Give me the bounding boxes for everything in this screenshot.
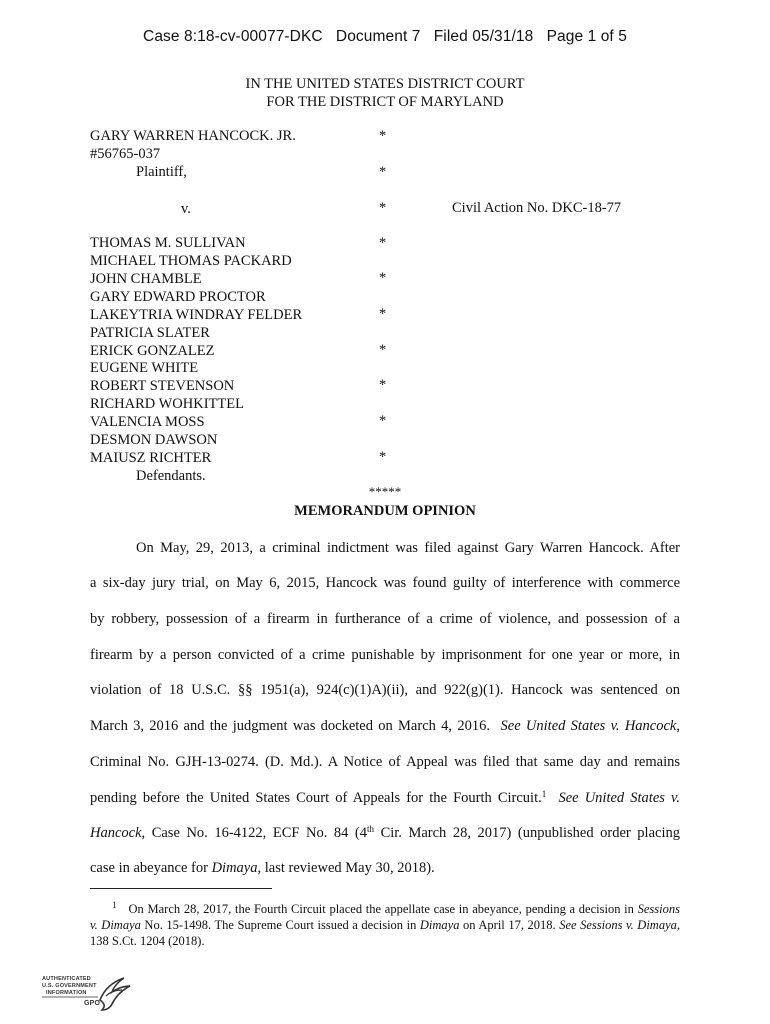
document-title: MEMORANDUM OPINION bbox=[294, 503, 476, 519]
defendant-name: ERICK GONZALEZ bbox=[90, 343, 215, 359]
defendant-name: GARY EDWARD PROCTOR bbox=[90, 289, 266, 305]
plaintiff-role: Plaintiff, bbox=[136, 164, 187, 180]
body-line: pending before the United States Court of Appeals for the Fourth Circuit.$^1$ See United States v. bbox=[90, 789, 680, 806]
caption-asterisk: * bbox=[379, 270, 387, 286]
eagle-icon bbox=[100, 978, 130, 1010]
body-line: violation of 18 U.S.C. §§ 1951(a), 924(c)(1)A)(ii), and 922(g)(1). Hancock was sentenced on bbox=[90, 682, 680, 698]
defendant-name: EUGENE WHITE bbox=[90, 360, 199, 376]
plaintiff-number: #56765-037 bbox=[90, 146, 161, 162]
separator-stars: ***** bbox=[368, 484, 402, 499]
logo-text-line: U.S. GOVERNMENT bbox=[42, 983, 97, 989]
body-line: firearm by a person convicted of a crime punishable by imprisonment for one year or more, in bbox=[90, 647, 680, 663]
defendants-role: Defendants. bbox=[136, 468, 206, 484]
logo-text-line: AUTHENTICATED bbox=[42, 976, 91, 982]
defendant-name: ROBERT STEVENSON bbox=[90, 378, 235, 394]
defendant-name: RICHARD WOHKITTEL bbox=[90, 396, 244, 412]
body-line: a six-day jury trial, on May 6, 2015, Hancock was found guilty of interference with commerce bbox=[90, 575, 680, 591]
caption-asterisk: * bbox=[379, 342, 387, 358]
defendant-name: JOHN CHAMBLE bbox=[90, 271, 202, 287]
defendant-name: MAIUSZ RICHTER bbox=[90, 450, 212, 466]
body-line: case in abeyance for Dimaya, last reviewed May 30, 2018). bbox=[90, 860, 435, 876]
caption-asterisk: * bbox=[379, 235, 387, 251]
caption-asterisk: * bbox=[379, 164, 387, 180]
body-line: by robbery, possession of a firearm in furtherance of a crime of violence, and possession of a bbox=[90, 611, 680, 627]
footnote-divider bbox=[90, 888, 272, 889]
plaintiff-name: GARY WARREN HANCOCK. JR. bbox=[90, 128, 296, 144]
caption-asterisk: * bbox=[379, 306, 387, 322]
defendant-name: THOMAS M. SULLIVAN bbox=[90, 235, 246, 251]
gpo-authentication-logo bbox=[42, 970, 142, 1018]
defendant-name: VALENCIA MOSS bbox=[90, 414, 205, 430]
defendant-name: DESMON DAWSON bbox=[90, 432, 218, 448]
caption-asterisk: * bbox=[379, 449, 387, 465]
court-name: IN THE UNITED STATES DISTRICT COURT bbox=[245, 76, 525, 92]
caption-asterisk: * bbox=[379, 413, 387, 429]
case-header: Case 8:18-cv-00077-DKC Document 7 Filed 05/31/18 Page 1 of 5 bbox=[143, 28, 627, 45]
footnote-number: 1 bbox=[112, 900, 117, 910]
body-line: March 3, 2016 and the judgment was docketed on March 4, 2016. See United States v. Hancock, bbox=[90, 718, 680, 734]
court-district: FOR THE DISTRICT OF MARYLAND bbox=[266, 94, 504, 110]
caption-asterisk: * bbox=[379, 128, 387, 144]
defendant-name: LAKEYTRIA WINDRAY FELDER bbox=[90, 307, 303, 323]
logo-text-line: INFORMATION bbox=[46, 990, 87, 996]
body-line: Criminal No. GJH-13-0274. (D. Md.). A Notice of Appeal was filed that same day and remains bbox=[90, 754, 680, 770]
body-line: Hancock, Case No. 16-4122, ECF No. 84 (4th Cir. March 28, 2017) (unpublished order placing bbox=[90, 824, 680, 841]
caption-asterisk: * bbox=[379, 200, 387, 216]
defendant-name: PATRICIA SLATER bbox=[90, 325, 210, 341]
footnote: $^1$ On March 28, 2017, the Fourth Circuit placed the appellate case in abeyance, pending a decision in Sessions v. Dimaya No. 15-1498. The Supreme Court issued a decision in Dimaya on April 17, 2018. See Sessions v. Dimaya, 138 S.Ct. 1204 (2018). bbox=[90, 900, 681, 948]
versus: v. bbox=[181, 201, 191, 217]
caption-asterisk: * bbox=[379, 377, 387, 393]
footnote-ref: 1 bbox=[541, 789, 547, 799]
defendant-name: MICHAEL THOMAS PACKARD bbox=[90, 253, 292, 269]
civil-action-number: Civil Action No. DKC-18-77 bbox=[452, 200, 622, 216]
body-line: On May, 29, 2013, a criminal indictment was filed against Gary Warren Hancock. After bbox=[136, 540, 680, 556]
logo-gpo-mark: GPO bbox=[84, 1000, 101, 1007]
